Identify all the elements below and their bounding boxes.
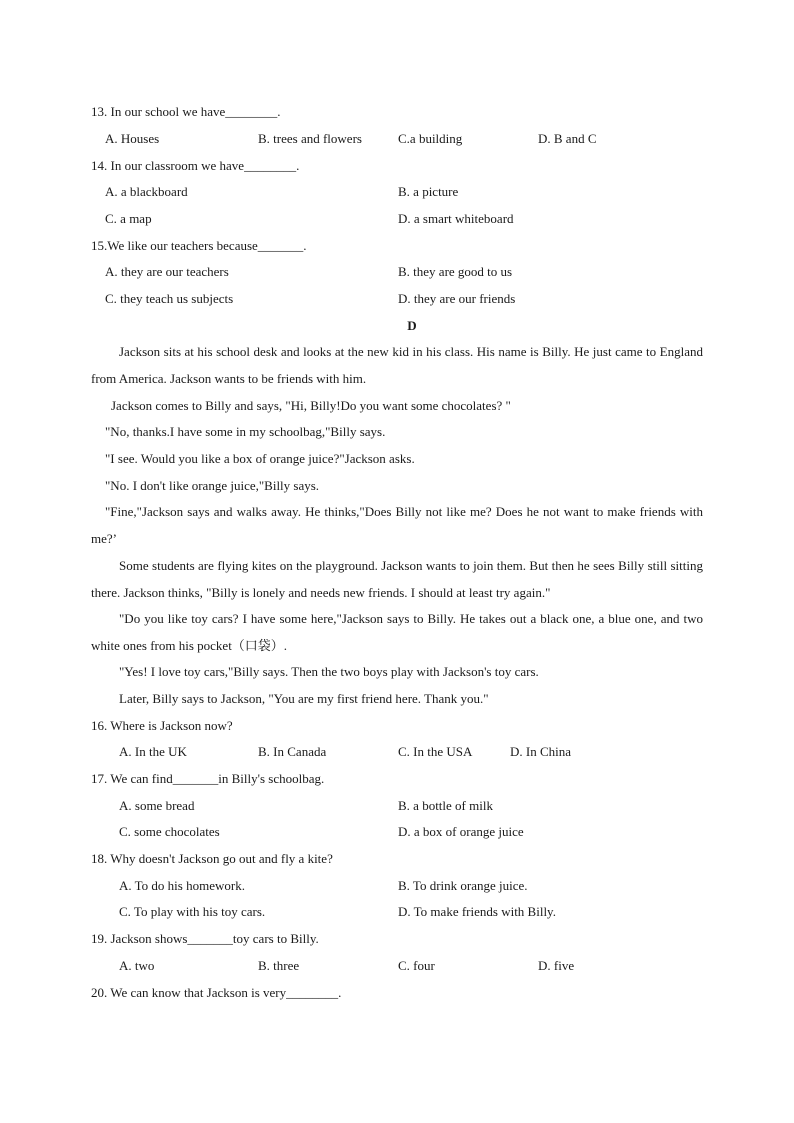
question-15-option-d: D. they are our friends [398,291,516,306]
question-18-option-a: A. To do his homework. [119,878,245,893]
question-18-option-c: C. To play with his toy cars. [119,904,266,919]
question-13-option-c: C.a building [398,131,463,146]
question-19-stem: 19. Jackson shows_______toy cars to Billy. [91,931,319,946]
question-15-stem: 15.We like our teachers because_______. [91,238,307,253]
question-19-option-c: C. four [398,958,435,973]
question-16-option-d: D. In China [510,744,572,759]
question-19-option-d: D. five [538,958,575,973]
question-17-option-a: A. some bread [119,798,195,813]
question-15-option-c: C. they teach us subjects [105,291,234,306]
question-16-option-a: A. In the UK [119,744,187,759]
question-19-option-a: A. two [119,958,155,973]
question-13-option-d: D. B and C [538,131,597,146]
question-17-stem: 17. We can find_______in Billy's schoolbag. [91,771,325,786]
question-18-stem: 18. Why doesn't Jackson go out and fly a kite? [91,851,333,866]
passage-paragraph-5: "No. I don't like orange juice,"Billy says. [105,478,320,493]
question-13-option-b: B. trees and flowers [258,131,362,146]
question-14-option-c: C. a map [105,211,152,226]
question-14-option-b: B. a picture [398,184,459,199]
question-15-option-b: B. they are good to us [398,264,513,279]
passage-paragraph-8: "Do you like toy cars? I have some here,"Jackson says to Billy. He takes out a black one, a blue one, and two white ones from his pocket（口袋）. [91,611,703,653]
question-13-option-a: A. Houses [105,131,160,146]
section-heading: D [407,318,417,333]
passage-paragraph-10: Later, Billy says to Jackson, "You are my first friend here. Thank you." [119,691,489,706]
question-17-option-c: C. some chocolates [119,824,220,839]
question-17-option-b: B. a bottle of milk [398,798,493,813]
question-18-option-b: B. To drink orange juice. [398,878,528,893]
question-20-stem: 20. We can know that Jackson is very________. [91,985,342,1000]
question-19-option-b: B. three [258,958,300,973]
question-17-option-d: D. a box of orange juice [398,824,524,839]
question-13-stem: 13. In our school we have________. [91,104,281,119]
passage-paragraph-1: Jackson sits at his school desk and looks at the new kid in his class. His name is Billy. He just came to England from America. Jackson wants to be friends with him. [91,344,703,386]
question-14-option-d: D. a smart whiteboard [398,211,514,226]
question-18-option-d: D. To make friends with Billy. [398,904,556,919]
passage-paragraph-2: Jackson comes to Billy and says, "Hi, Billy!Do you want some chocolates? " [111,398,511,413]
passage-paragraph-3: "No, thanks.I have some in my schoolbag,"Billy says. [105,424,386,439]
passage-paragraph-9: "Yes! I love toy cars,"Billy says. Then the two boys play with Jackson's toy cars. [119,664,539,679]
passage-paragraph-6: "Fine,"Jackson says and walks away. He thinks,"Does Billy not like me? Does he not want to make friends with me?’ [91,504,703,546]
question-16-option-c: C. In the USA [398,744,473,759]
passage-paragraph-7: Some students are flying kites on the playground. Jackson wants to join them. But then he sees Billy still sitting there. Jackson thinks, "Billy is lonely and needs new friends. I should at least try again." [91,558,703,600]
question-16-stem: 16. Where is Jackson now? [91,718,233,733]
passage-paragraph-4: "I see. Would you like a box of orange juice?"Jackson asks. [105,451,415,466]
question-14-option-a: A. a blackboard [105,184,188,199]
question-16-option-b: B. In Canada [258,744,327,759]
question-15-option-a: A. they are our teachers [105,264,229,279]
question-14-stem: 14. In our classroom we have________. [91,158,300,173]
